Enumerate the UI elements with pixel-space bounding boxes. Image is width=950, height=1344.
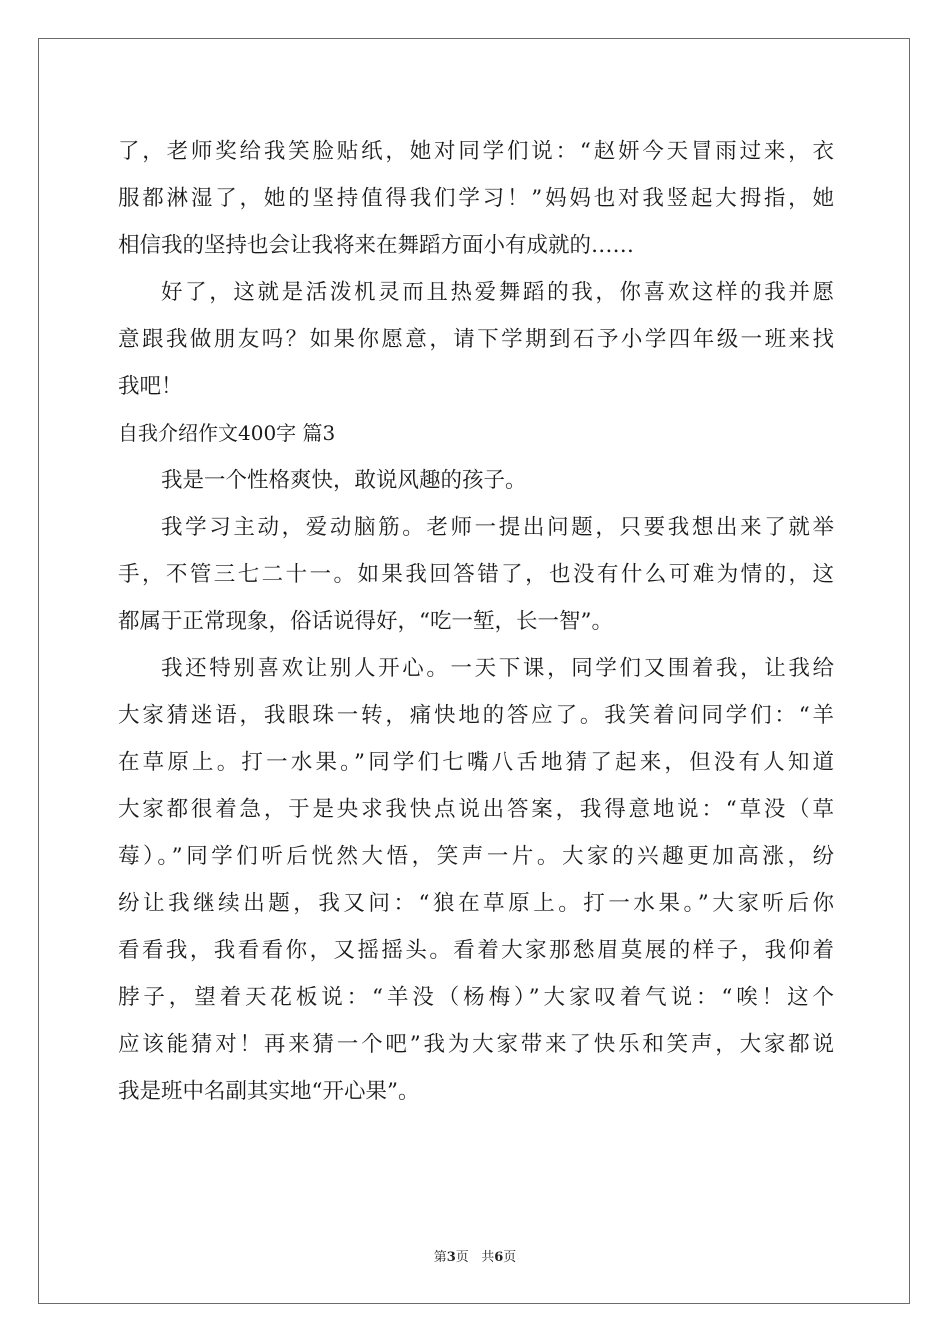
text-line: 我学习主动，爱动脑筋。老师一提出问题，只要我想出来了就举 [161, 515, 834, 540]
text-line: 相信我的坚持也会让我将来在舞蹈方面小有成就的…… [118, 233, 635, 258]
text-line: 大家都很着急，于是央求我快点说出答案，我得意地说：“草没（草 [118, 797, 834, 822]
text-line: 应该能猜对！再来猜一个吧”我为大家带来了快乐和笑声，大家都说 [118, 1032, 834, 1057]
text-line: 服都淋湿了，她的坚持值得我们学习！”妈妈也对我竖起大拇指，她 [118, 186, 834, 211]
text-line: 我是班中名副其实地“开心果”。 [118, 1079, 420, 1104]
total-prefix: 共 [481, 1250, 495, 1265]
text-line: 纷让我继续出题，我又问：“狼在草原上。打一水果。”大家听后你 [118, 891, 834, 916]
text-line: 我还特别喜欢让别人开心。一天下课，同学们又围着我，让我给 [161, 656, 834, 681]
total-suffix: 页 [503, 1250, 517, 1265]
paragraph-block-1 [118, 128, 834, 410]
text-line: 我吧！ [118, 374, 183, 399]
current-page-number: 3 [446, 1250, 456, 1265]
text-line: 大家猜迷语，我眼珠一转，痛快地的答应了。我笑着问同学们：“羊 [118, 703, 834, 728]
text-line: 手，不管三七二十一。如果我回答错了，也没有什么可难为情的，这 [118, 562, 834, 587]
total-page-number: 6 [494, 1250, 504, 1265]
text-line: 好了，这就是活泼机灵而且热爱舞蹈的我，你喜欢这样的我并愿 [161, 280, 834, 305]
text-line: 莓）。”同学们听后恍然大悟，笑声一片。大家的兴趣更加高涨，纷 [118, 844, 834, 869]
paragraph-block-2 [118, 457, 834, 1115]
text-line: 我是一个性格爽快，敢说风趣的孩子。 [161, 468, 527, 493]
page-suffix: 页 [455, 1250, 469, 1265]
section-heading: 自我介绍作文400字 篇3 [118, 421, 336, 445]
text-line: 都属于正常现象，俗话说得好，“吃一堑，长一智”。 [118, 609, 613, 634]
page-footer [0, 1246, 950, 1265]
text-line: 意跟我做朋友吗？如果你愿意，请下学期到石予小学四年级一班来找 [118, 327, 834, 352]
text-line: 看看我，我看看你，又摇摇头。看着大家那愁眉莫展的样子，我仰着 [118, 938, 834, 963]
text-line: 了，老师奖给我笑脸贴纸，她对同学们说：“赵妍今天冒雨过来，衣 [118, 139, 834, 164]
text-line: 在草原上。打一水果。”同学们七嘴八舌地猜了起来，但没有人知道 [118, 750, 834, 775]
text-line: 脖子，望着天花板说：“羊没（杨梅）”大家叹着气说：“唉！这个 [118, 985, 834, 1010]
page-prefix: 第 [433, 1250, 447, 1265]
document-body [118, 128, 834, 1115]
